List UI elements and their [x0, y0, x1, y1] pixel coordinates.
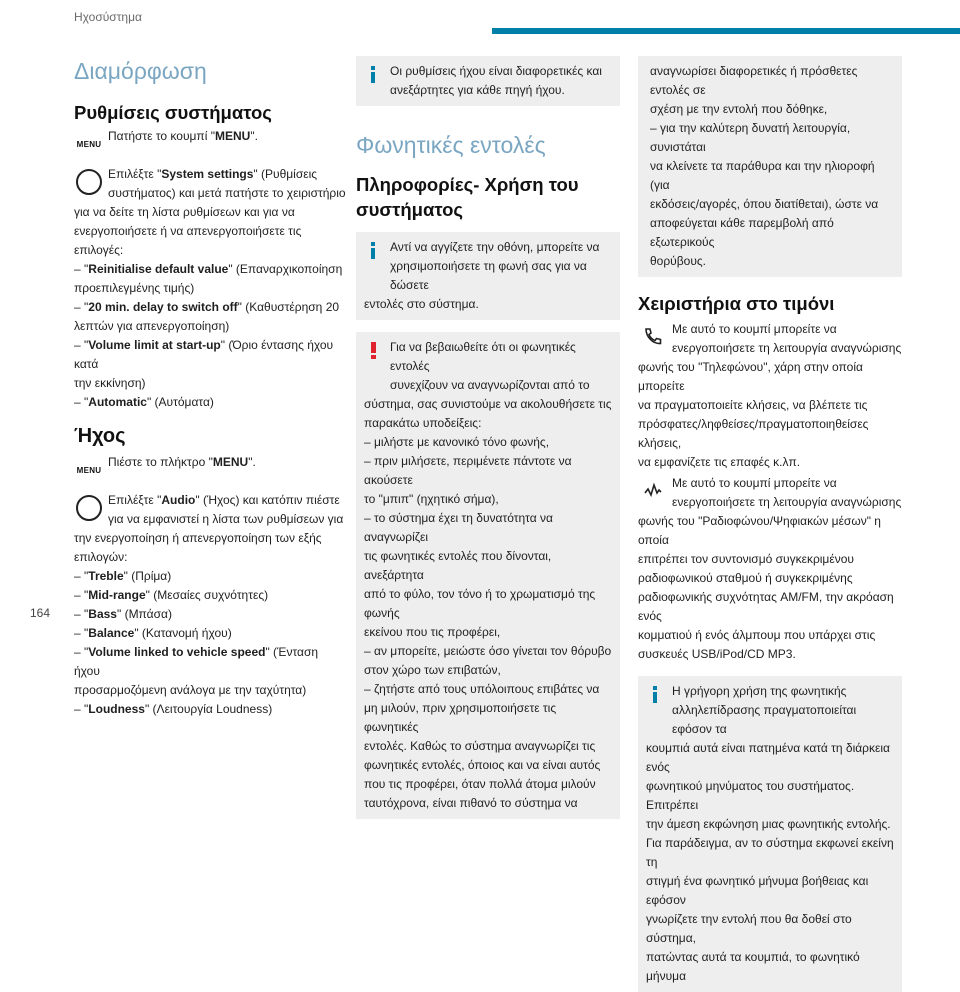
text-line: Για παράδειγμα, αν το σύστημα εκφωνεί εκείνη τη — [646, 836, 894, 869]
text-line: προσαρμοζόμενη ανάλογα με την ταχύτητα) — [74, 683, 307, 697]
menu-row-system — [74, 127, 346, 159]
text-line: εντολές στο σύστημα. — [364, 297, 479, 311]
text-line: πατώντας αυτά τα κουμπιά, το φωνητικό μήνυμα — [646, 950, 860, 983]
text-line: Επιλέξτε "Audio" (Ήχος) και κατόπιν πιέστε — [108, 493, 340, 507]
text-line: φωνής του "Ραδιοφώνου/Ψηφιακών μέσων" η οποία — [638, 514, 881, 547]
text-line: Πιέστε το πλήκτρο "MENU". — [108, 455, 256, 469]
note-info-quick-use — [638, 676, 902, 992]
phone-button-row — [638, 320, 902, 358]
text-line: Επιλέξτε "System settings" (Ρυθμίσεις — [108, 167, 318, 181]
heading-info-usage: Πληροφορίες- Χρήση του συστήματος — [356, 174, 579, 220]
radio-button-row — [638, 474, 902, 512]
dial-icon — [74, 167, 104, 197]
note-info-voice — [356, 232, 620, 320]
text-line: επιτρέπει τον συντονισμό συγκεκριμένου — [638, 552, 854, 566]
note-warning-voice — [356, 332, 620, 819]
select-instruction — [108, 165, 346, 203]
text-line: κομματιού ή ενός άλμπουμ που υπάρχει στις — [638, 628, 876, 642]
text-line: πρόσφατες/ληφθείσες/πραγματοποιηθείσες κλήσεις, — [638, 417, 869, 450]
text-line: γνωρίζετε την εντολή που θα δοθεί στο σύστημα, — [646, 912, 852, 945]
text-line: συστήματος) και μετά πατήστε το χειριστήριο — [108, 186, 346, 200]
section-title-configuration: Διαμόρφωση — [74, 58, 207, 84]
menu-instruction — [108, 127, 346, 146]
text-line: – "Mid-range" (Μεσαίες συχνότητες) — [74, 588, 269, 602]
text-line: χρησιμοποιήσετε τη φωνή σας για να δώσετε — [390, 259, 587, 292]
text-line: – "Treble" (Πρίμα) — [74, 569, 172, 583]
text-line: Για να βεβαιωθείτε ότι οι φωνητικές εντολές — [390, 340, 576, 373]
radio-description — [638, 512, 902, 664]
select-instruction — [108, 491, 346, 529]
text-line: για να εμφανιστεί η λίστα των ρυθμίσεων για — [108, 512, 344, 526]
select-row-system — [74, 165, 346, 203]
text-line: να εμφανίζετε τις επαφές κ.λπ. — [638, 455, 801, 469]
note-info-sound — [356, 56, 620, 106]
text-line: ραδιοφωνικού σταθμού ή συγκεκριμένης — [638, 571, 853, 585]
info-icon — [648, 686, 662, 704]
text-line: Με αυτό το κουμπί μπορείτε να — [672, 322, 837, 336]
text-line: Με αυτό το κουμπί μπορείτε να — [672, 476, 837, 490]
text-line: λεπτών για απενεργοποίηση) — [74, 319, 230, 333]
text-line: την άμεση εκφώνηση μιας φωνητικής εντολής. — [646, 817, 891, 831]
text-line: την εκκίνηση) — [74, 376, 146, 390]
menu-instruction — [108, 453, 346, 472]
text-line: παρακάτω υποδείξεις: — [364, 416, 482, 430]
text-line: φωνητικού μηνύματος του συστήματος. Επιτρέπει — [646, 779, 855, 812]
text-line: ενεργοποιήσετε τη λειτουργία αναγνώρισης — [672, 341, 902, 355]
text-line: – για την καλύτερη δυνατή λειτουργία, συνιστάται — [650, 121, 851, 154]
text-line: – "Volume linked to vehicle speed" (Ένταση ήχου — [74, 645, 319, 678]
text-line: Η γρήγορη χρήση της φωνητικής — [672, 684, 847, 698]
column-1 — [74, 48, 346, 719]
sound-options — [74, 529, 346, 719]
text-line: – "Balance" (Κατανομή ήχου) — [74, 626, 232, 640]
text-line: στον χώρο των επιβατών, — [364, 663, 501, 677]
text-line: φωνής του "Τηλεφώνου", χάρη στην οποία μπορείτε — [638, 360, 863, 393]
text-line: Οι ρυθμίσεις ήχου είναι διαφορετικές και — [390, 64, 602, 78]
phone-description — [638, 358, 902, 472]
text-line: αναγνωρίσει διαφορετικές ή πρόσθετες εντολές σε — [650, 64, 858, 97]
menu-button-icon: MENU — [76, 465, 102, 475]
info-icon — [366, 242, 380, 260]
text-line: να πραγματοποιείτε κλήσεις, να βλέπετε τις — [638, 398, 868, 412]
text-line: μη μιλούν, πριν χρησιμοποιήσετε τις φωνητικές — [364, 701, 557, 734]
header-title: Ηχοσύστημα — [74, 10, 142, 24]
warning-icon — [366, 342, 380, 360]
text-line: από το φύλο, τον τόνο ή το χρωματισμό της φωνής — [364, 587, 596, 620]
text-line: για να δείτε τη λίστα ρυθμίσεων και για να — [74, 205, 295, 219]
voice-radio-icon — [638, 476, 668, 506]
text-line: αλληλεπίδρασης πραγματοποιείται εφόσον τα — [672, 703, 857, 736]
page-number: 164 — [30, 606, 51, 620]
heading-sound: Ήχος — [74, 425, 126, 447]
text-line: – μιλήστε με κανονικό τόνο φωνής, — [364, 435, 550, 449]
text-line: σύστημα, σας συνιστούμε να ακολουθήσετε τις — [364, 397, 612, 411]
phone-icon — [638, 322, 668, 352]
text-line: εκείνου που τις προφέρει, — [364, 625, 501, 639]
text-line: ενεργοποιήσετε τη λειτουργία αναγνώρισης — [672, 495, 902, 509]
text-line: ραδιοφωνικής συχνότητας AM/FM, την ακρόαση ενός — [638, 590, 894, 623]
text-line: στιγμή ένα φωνητικό μήνυμα βοήθειας και εφόσον — [646, 874, 869, 907]
info-icon — [366, 66, 380, 84]
system-settings-options — [74, 203, 346, 412]
text-line: – πριν μιλήσετε, περιμένετε πάντοτε να ακούσετε — [364, 454, 572, 487]
text-line: ενεργοποιήσετε ή να απενεργοποιήσετε τις επιλογές: — [74, 224, 302, 257]
text-line: προεπιλεγμένης τιμής) — [74, 281, 195, 295]
text-line: τις φωνητικές εντολές που δίνονται, ανεξάρτητα — [364, 549, 552, 582]
menu-row-sound — [74, 453, 346, 485]
text-line: σχέση με την εντολή που δόθηκε, — [650, 102, 828, 116]
heading-system-settings: Ρυθμίσεις συστήματος — [74, 102, 272, 123]
text-line: ανεξάρτητες για κάθε πηγή ήχου. — [390, 83, 565, 97]
text-line: την ενεργοποίηση ή απενεργοποίηση των εξής — [74, 531, 322, 545]
menu-button-icon: MENU — [76, 139, 102, 149]
text-line: συσκευές USB/iPod/CD MP3. — [638, 647, 796, 661]
text-line: θορύβους. — [650, 254, 706, 268]
header-accent-bar — [492, 28, 960, 34]
text-line: αποφεύγεται κάθε παρεμβολή από εξωτερικούς — [650, 216, 834, 249]
text-line: – "Reinitialise default value" (Επαναρχικοποίηση — [74, 262, 343, 276]
text-line: – "Automatic" (Αυτόματα) — [74, 395, 214, 409]
text-line: να κλείνετε τα παράθυρα και την ηλιοροφή (για — [650, 159, 875, 192]
heading-steering-controls: Χειριστήρια στο τιμόνι — [638, 293, 835, 314]
column-3 — [638, 48, 902, 992]
text-line: Αντί να αγγίζετε την οθόνη, μπορείτε να — [390, 240, 600, 254]
text-line: συνεχίζουν να αναγνωρίζονται από το — [390, 378, 590, 392]
section-title-voice-commands: Φωνητικές εντολές — [356, 132, 546, 158]
text-line: – αν μπορείτε, μειώστε όσο γίνεται τον θόρυβο — [364, 644, 612, 658]
column-2 — [356, 48, 620, 819]
text-line: επιλογών: — [74, 550, 128, 564]
note-warning-continued — [638, 56, 902, 277]
text-line: – "Volume limit at start-up" (Όριο έντασης ήχου κατά — [74, 338, 334, 371]
text-line: που τις προφέρει, όταν πολλά άτομα μιλούν — [364, 777, 596, 791]
text-line: Πατήστε το κουμπί "MENU". — [108, 129, 258, 143]
dial-icon — [74, 493, 104, 523]
text-line: κουμπιά αυτά είναι πατημένα κατά τη διάρκεια ενός — [646, 741, 890, 774]
text-line: ταυτόχρονα, είναι πιθανό το σύστημα να — [364, 796, 578, 810]
text-line: – "Loudness" (Λειτουργία Loudness) — [74, 702, 273, 716]
text-line: εντολές. Καθώς το σύστημα αναγνωρίζει τις — [364, 739, 596, 753]
text-line: – "20 min. delay to switch off" (Καθυστέρηση 20 — [74, 300, 340, 314]
select-row-sound — [74, 491, 346, 529]
text-line: – ζητήστε από τους υπόλοιπους επιβάτες να — [364, 682, 600, 696]
text-line: εκδόσεις/αγορές, όπου διατίθεται), ώστε να — [650, 197, 879, 211]
text-line: το "μπιπ" (ηχητικό σήμα), — [364, 492, 499, 506]
text-line: – "Bass" (Μπάσα) — [74, 607, 172, 621]
text-line: – το σύστημα έχει τη δυνατότητα να αναγνωρίζει — [364, 511, 553, 544]
text-line: φωνητικές εντολές, όποιος και να είναι αυτός — [364, 758, 601, 772]
